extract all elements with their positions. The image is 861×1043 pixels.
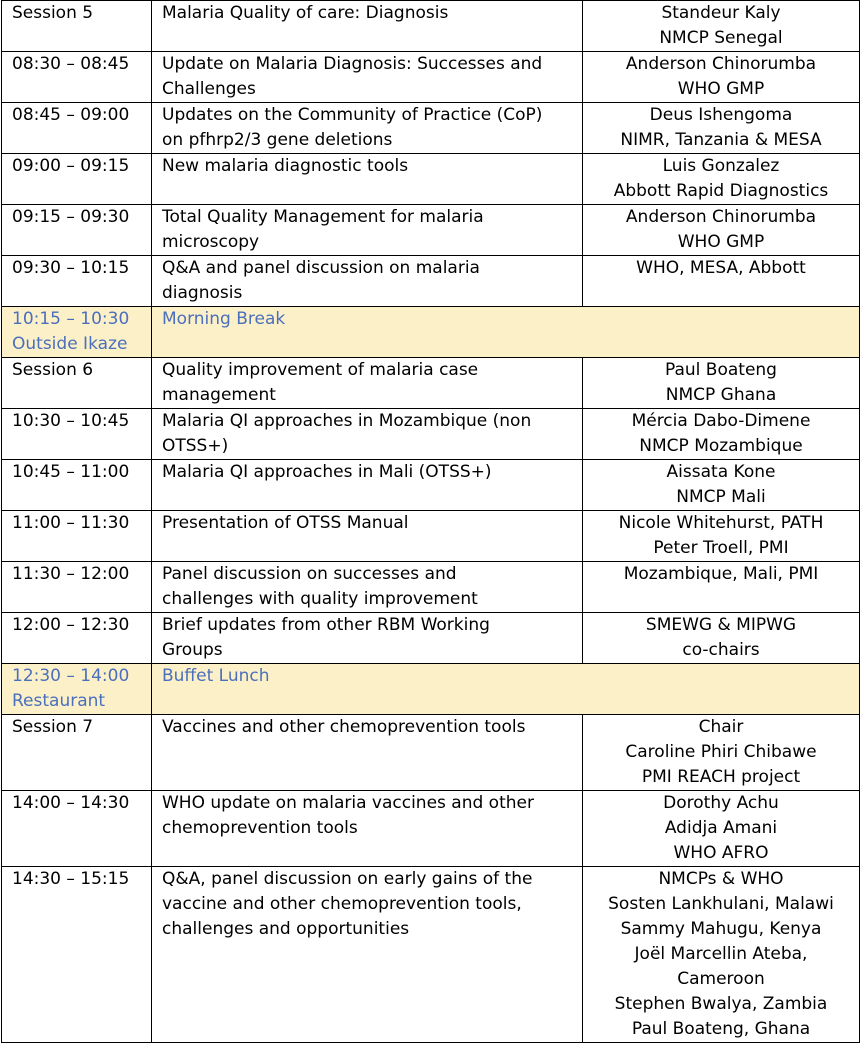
agenda-row [2, 205, 860, 256]
time-cell: 10:30 – 10:45 [2, 409, 152, 460]
speaker-cell: WHO, MESA, Abbott [583, 256, 860, 307]
time-cell: 12:00 – 12:30 [2, 613, 152, 664]
topic-cell: Presentation of OTSS Manual [152, 511, 583, 562]
topic-cell: WHO update on malaria vaccines and other chemoprevention tools [152, 791, 583, 867]
speaker-cell: Chair Caroline Phiri Chibawe PMI REACH project [583, 715, 860, 791]
break-row [2, 307, 860, 358]
agenda-body [2, 1, 860, 1043]
break-label: Buffet Lunch [152, 664, 860, 715]
speaker-cell: Nicole Whitehurst, PATH Peter Troell, PMI [583, 511, 860, 562]
speaker-cell: Standeur Kaly NMCP Senegal [583, 1, 860, 52]
topic-cell: Q&A, panel discussion on early gains of the vaccine and other chemoprevention tools, challenges and opportunities [152, 867, 583, 1043]
topic-cell: Quality improvement of malaria case management [152, 358, 583, 409]
topic-cell: New malaria diagnostic tools [152, 154, 583, 205]
time-cell: 10:45 – 11:00 [2, 460, 152, 511]
agenda-row [2, 409, 860, 460]
topic-cell: Malaria Quality of care: Diagnosis [152, 1, 583, 52]
speaker-cell: SMEWG & MIPWG co-chairs [583, 613, 860, 664]
time-cell: 14:30 – 15:15 [2, 867, 152, 1043]
agenda-row [2, 511, 860, 562]
time-cell: 11:30 – 12:00 [2, 562, 152, 613]
session-label: Session 7 [2, 715, 152, 791]
speaker-cell: Paul Boateng NMCP Ghana [583, 358, 860, 409]
topic-cell: Malaria QI approaches in Mozambique (non OTSS+) [152, 409, 583, 460]
agenda-row [2, 867, 860, 1043]
agenda-row [2, 154, 860, 205]
agenda-row [2, 256, 860, 307]
time-cell: 08:30 – 08:45 [2, 52, 152, 103]
topic-cell: Vaccines and other chemoprevention tools [152, 715, 583, 791]
session-label: Session 6 [2, 358, 152, 409]
agenda-row [2, 52, 860, 103]
time-cell: 08:45 – 09:00 [2, 103, 152, 154]
agenda-row [2, 791, 860, 867]
session-label: Session 5 [2, 1, 152, 52]
speaker-cell: Dorothy Achu Adidja Amani WHO AFRO [583, 791, 860, 867]
speaker-cell: Anderson Chinorumba WHO GMP [583, 52, 860, 103]
time-cell: 11:00 – 11:30 [2, 511, 152, 562]
session-row [2, 1, 860, 52]
speaker-cell: Aissata Kone NMCP Mali [583, 460, 860, 511]
break-label: Morning Break [152, 307, 860, 358]
topic-cell: Updates on the Community of Practice (CoP) on pfhrp2/3 gene deletions [152, 103, 583, 154]
agenda-table [1, 0, 860, 1043]
speaker-cell: Anderson Chinorumba WHO GMP [583, 205, 860, 256]
time-cell: 09:00 – 09:15 [2, 154, 152, 205]
speaker-cell: Mércia Dabo-Dimene NMCP Mozambique [583, 409, 860, 460]
agenda-row [2, 613, 860, 664]
break-time: 12:30 – 14:00 Restaurant [2, 664, 152, 715]
topic-cell: Brief updates from other RBM Working Groups [152, 613, 583, 664]
speaker-cell: Luis Gonzalez Abbott Rapid Diagnostics [583, 154, 860, 205]
agenda-row [2, 460, 860, 511]
topic-cell: Update on Malaria Diagnosis: Successes and Challenges [152, 52, 583, 103]
break-row [2, 664, 860, 715]
topic-cell: Malaria QI approaches in Mali (OTSS+) [152, 460, 583, 511]
break-time: 10:15 – 10:30 Outside Ikaze [2, 307, 152, 358]
time-cell: 09:30 – 10:15 [2, 256, 152, 307]
session-row [2, 715, 860, 791]
speaker-cell: NMCPs & WHO Sosten Lankhulani, Malawi Sammy Mahugu, Kenya Joël Marcellin Ateba, Cameroon Stephen Bwalya, Zambia Paul Boateng, Ghana [583, 867, 860, 1043]
agenda-row [2, 103, 860, 154]
time-cell: 14:00 – 14:30 [2, 791, 152, 867]
session-row [2, 358, 860, 409]
topic-cell: Total Quality Management for malaria microscopy [152, 205, 583, 256]
speaker-cell: Deus Ishengoma NIMR, Tanzania & MESA [583, 103, 860, 154]
topic-cell: Panel discussion on successes and challenges with quality improvement [152, 562, 583, 613]
speaker-cell: Mozambique, Mali, PMI [583, 562, 860, 613]
time-cell: 09:15 – 09:30 [2, 205, 152, 256]
agenda-row [2, 562, 860, 613]
topic-cell: Q&A and panel discussion on malaria diagnosis [152, 256, 583, 307]
